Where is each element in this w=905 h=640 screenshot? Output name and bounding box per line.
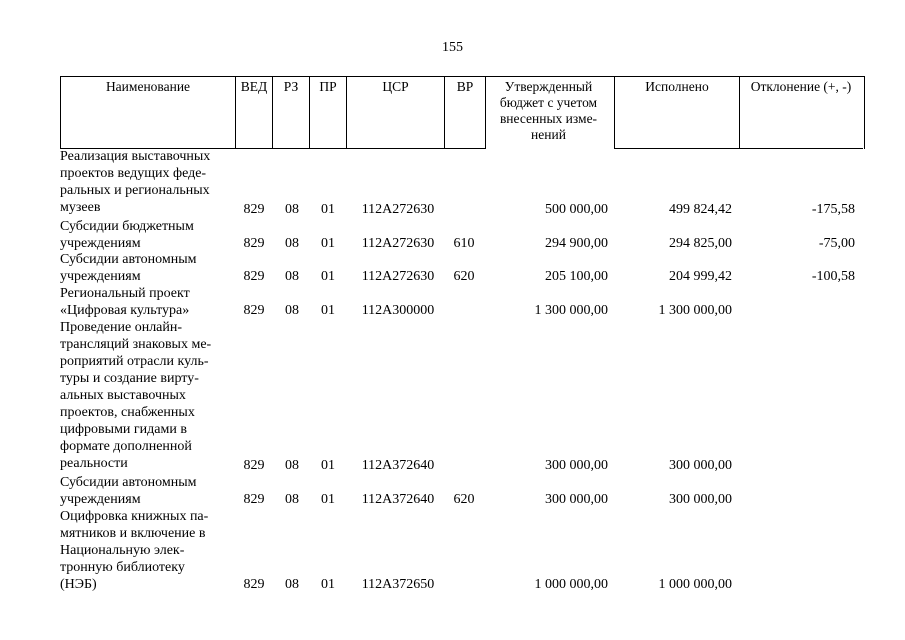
row-executed: 1 000 000,00 bbox=[658, 577, 732, 592]
header-budget: Утвержденный бюджет с учетом внесенных изме-нений bbox=[499, 79, 598, 142]
header-divider bbox=[739, 77, 740, 149]
header-deviation: Отклонение (+, -) bbox=[750, 79, 852, 94]
header-ved: ВЕД bbox=[240, 79, 268, 94]
header-rz: РЗ bbox=[283, 79, 299, 94]
row-csr: 112A372640 bbox=[361, 492, 435, 507]
table-header bbox=[60, 76, 865, 149]
row-budget: 500 000,00 bbox=[545, 202, 608, 217]
row-budget: 300 000,00 bbox=[545, 492, 608, 507]
header-underline bbox=[310, 148, 346, 149]
row-ved: 829 bbox=[243, 303, 265, 318]
row-ved: 829 bbox=[243, 492, 265, 507]
row-pr: 01 bbox=[321, 202, 335, 217]
row-name: Оцифровка книжных па- мятников и включение в Национальную элек- тронную библиотеку (НЭБ) bbox=[60, 509, 209, 592]
row-executed: 499 824,42 bbox=[669, 202, 732, 217]
row-name: Реализация выставочных проектов ведущих феде- ральных и региональных музеев bbox=[60, 149, 211, 215]
row-name: Субсидии автономным учреждениям bbox=[60, 475, 197, 507]
row-deviation: -100,58 bbox=[811, 269, 855, 284]
row-ved: 829 bbox=[243, 577, 265, 592]
row-budget: 300 000,00 bbox=[545, 458, 608, 473]
row-vr: 620 bbox=[453, 269, 475, 284]
row-name: Субсидии бюджетным учреждениям bbox=[60, 219, 194, 251]
row-vr: 610 bbox=[453, 236, 475, 251]
header-csr: ЦСР bbox=[382, 79, 409, 94]
row-ved: 829 bbox=[243, 236, 265, 251]
row-deviation: -75,00 bbox=[818, 236, 855, 251]
row-rz: 08 bbox=[285, 458, 299, 473]
row-executed: 1 300 000,00 bbox=[658, 303, 732, 318]
row-rz: 08 bbox=[285, 269, 299, 284]
header-underline bbox=[445, 148, 485, 149]
row-rz: 08 bbox=[285, 236, 299, 251]
row-rz: 08 bbox=[285, 303, 299, 318]
row-budget: 205 100,00 bbox=[545, 269, 608, 284]
row-csr: 112A300000 bbox=[361, 303, 435, 318]
header-divider bbox=[485, 77, 486, 149]
row-name: Субсидии автономным учреждениям bbox=[60, 252, 197, 284]
row-ved: 829 bbox=[243, 269, 265, 284]
header-vr: ВР bbox=[456, 79, 474, 94]
header-underline bbox=[236, 148, 272, 149]
row-rz: 08 bbox=[285, 577, 299, 592]
row-pr: 01 bbox=[321, 577, 335, 592]
header-pr: ПР bbox=[319, 79, 337, 94]
row-name: Проведение онлайн- трансляций знаковых ме- роприятий отрасли куль- туры и создание вирту- альных выставочных проектов, снабженных цифровыми гидами в формате дополненной реальности bbox=[60, 320, 212, 471]
row-executed: 300 000,00 bbox=[669, 492, 732, 507]
row-rz: 08 bbox=[285, 492, 299, 507]
row-budget: 1 300 000,00 bbox=[534, 303, 608, 318]
row-executed: 204 999,42 bbox=[669, 269, 732, 284]
row-budget: 294 900,00 bbox=[545, 236, 608, 251]
row-ved: 829 bbox=[243, 202, 265, 217]
header-underline bbox=[273, 148, 309, 149]
row-vr: 620 bbox=[453, 492, 475, 507]
row-pr: 01 bbox=[321, 236, 335, 251]
row-deviation: -175,58 bbox=[811, 202, 855, 217]
header-underline bbox=[615, 148, 739, 149]
header-underline bbox=[740, 148, 863, 149]
page-number: 155 bbox=[442, 40, 463, 55]
row-ved: 829 bbox=[243, 458, 265, 473]
row-pr: 01 bbox=[321, 458, 335, 473]
row-budget: 1 000 000,00 bbox=[534, 577, 608, 592]
row-csr: 112A272630 bbox=[361, 236, 435, 251]
row-pr: 01 bbox=[321, 303, 335, 318]
row-csr: 112A372640 bbox=[361, 458, 435, 473]
header-underline bbox=[347, 148, 444, 149]
row-name: Региональный проект «Цифровая культура» bbox=[60, 286, 190, 318]
row-rz: 08 bbox=[285, 202, 299, 217]
row-csr: 112A372650 bbox=[361, 577, 435, 592]
row-csr: 112A272630 bbox=[361, 202, 435, 217]
row-csr: 112A272630 bbox=[361, 269, 435, 284]
header-executed: Исполнено bbox=[645, 79, 709, 94]
row-pr: 01 bbox=[321, 492, 335, 507]
row-executed: 294 825,00 bbox=[669, 236, 732, 251]
row-executed: 300 000,00 bbox=[669, 458, 732, 473]
row-pr: 01 bbox=[321, 269, 335, 284]
header-name: Наименование bbox=[105, 79, 191, 94]
